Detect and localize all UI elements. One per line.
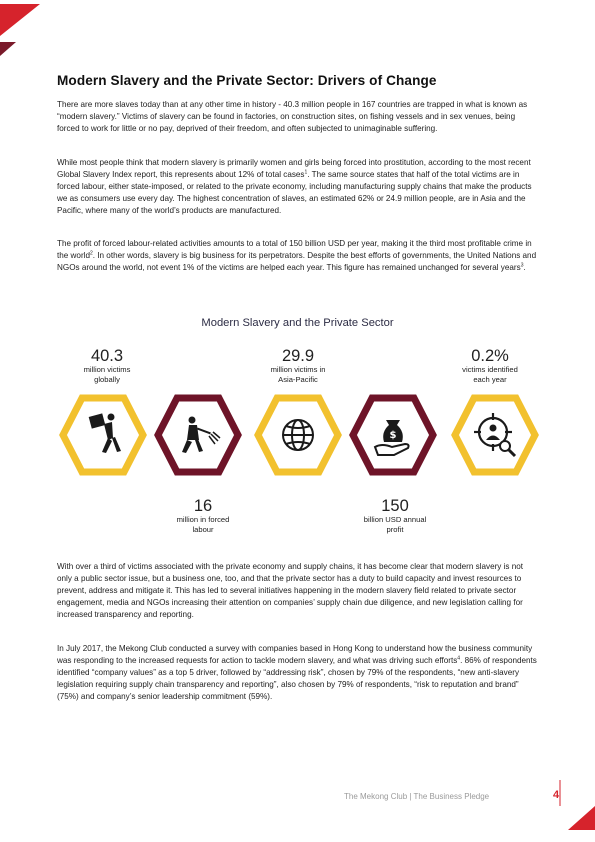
stat-value: 150 xyxy=(381,497,409,515)
page-heading: Modern Slavery and the Private Sector: Drivers of Change xyxy=(57,73,437,88)
carrying-load-icon xyxy=(89,413,121,453)
infographic-title: Modern Slavery and the Private Sector xyxy=(201,317,394,329)
stat-caption-line2: profit xyxy=(386,524,404,534)
stat-caption-line2: globally xyxy=(94,374,120,384)
money-hand-icon xyxy=(375,420,409,455)
paragraph-3-part-2: . In other words, slavery is big business for its perpetrators. Despite the best efforts of governments, the United Nations and NGOs around the world, not event 1% of the victims are helped each year. This figure has remained unchanged for several years xyxy=(57,251,537,272)
hexagon-chain xyxy=(0,360,595,500)
stat-caption-line2: labour xyxy=(192,524,214,534)
stat-caption-line1: million in forced xyxy=(176,515,230,524)
paragraph-3 xyxy=(57,238,539,274)
footnote-ref-4: 4 xyxy=(457,655,461,662)
hexagon-5 xyxy=(455,398,535,472)
stat-caption-line1: million victims xyxy=(83,365,131,374)
paragraph-3-part-1: The profit of forced labour-related activities amounts to a total of 150 billion USD per year, making it the third most profitable crime in the world xyxy=(57,239,532,260)
paragraph-1: There are more slaves today than at any other time in history - 40.3 million people in 167 countries are trapped in what is known as “modern slavery.” Victims of slavery can be found in factories, on construction sites, on fishing vessels and in sex venues, being forced to work for little or no pay, deprived of their freedom, and often subjected to unimaginable suffering. xyxy=(57,100,528,133)
stat-caption-line1: million victims in xyxy=(270,365,326,374)
footer-text: The Mekong Club | The Business Pledge xyxy=(344,792,490,801)
stat-caption-line2: each year xyxy=(473,374,507,384)
stat-value: 16 xyxy=(193,497,213,515)
stat-caption-line1: victims identified xyxy=(462,365,518,374)
stat-annual-profit xyxy=(345,497,445,534)
footnote-ref-2: 2 xyxy=(89,250,93,257)
stat-value: 40.3 xyxy=(90,347,124,365)
stat-value: 0.2% xyxy=(471,347,509,365)
target-person-icon xyxy=(474,413,515,456)
stat-value: 29.9 xyxy=(281,347,315,365)
dollar-sign: $ xyxy=(389,430,397,441)
top-left-red-stripe xyxy=(0,4,40,36)
paragraph-2-part-1: While most people think that modern slavery is primarily women and girls being forced into prostitution, according to the most recent Global Slavery Index report, this represents about 12% of total cases xyxy=(57,158,531,179)
paragraph-4: With over a third of victims associated with the private economy and supply chains, it has become clear that modern slavery is not only a public sector issue, but a business one, too, and that the private sector has a duty to build capacity and invest resources to prevent, address and mitigate it. This has led to several initiatives happening in the modern slavery field related to private sector engagement, media and NGOs increasing their attention on companies’ supply chain due diligence, and new legislation calling for increased transparency and reporting. xyxy=(57,562,524,619)
paragraph-2-part-2: . The same source states that half of the total victims are in forced labour, either state-imposed, or related to the private economy, including manufacturing supply chains that make the products we as consumers use every day. The highest concentration of slaves, an estimated 62% or 24.9 million people, are in Asia and the Pacific, where many of the world’s products are manufactured. xyxy=(57,170,532,215)
globe-icon xyxy=(283,420,313,450)
bottom-right-red-stripe xyxy=(568,806,595,830)
stat-caption-line2: Asia-Pacific xyxy=(278,374,318,384)
paragraph-5 xyxy=(57,643,539,703)
page-number: 4 xyxy=(553,789,560,801)
hexagon-1 xyxy=(63,398,143,472)
paragraph-2 xyxy=(57,157,539,217)
top-left-dark-stripe xyxy=(0,42,16,56)
stat-caption-line1: billion USD annual xyxy=(363,515,427,524)
paragraph-3-part-3: . xyxy=(523,263,526,272)
stat-forced-labour xyxy=(153,497,253,534)
paragraph-5-part-2: . 86% of respondents identified “company values” as a top 5 driver, followed by “addressing risk”, chosen by 79% of the respondents, “new anti-slavery legislation requiring supply chain transparency and reporting”, also chosen by 79% of respondents, “risk to reputation and brand” (75%) and company’s senior leadership commitment (59%). xyxy=(57,656,537,701)
footnote-ref-3: 3 xyxy=(520,262,524,269)
farm-worker-icon xyxy=(182,417,220,454)
footnote-ref-1: 1 xyxy=(304,169,308,176)
paragraph-5-part-1: In July 2017, the Mekong Club conducted a survey with companies based in Hong Kong to understand how the business community was responding to the increased requests for action to tackle modern slavery, and what was driving such efforts xyxy=(57,644,533,665)
